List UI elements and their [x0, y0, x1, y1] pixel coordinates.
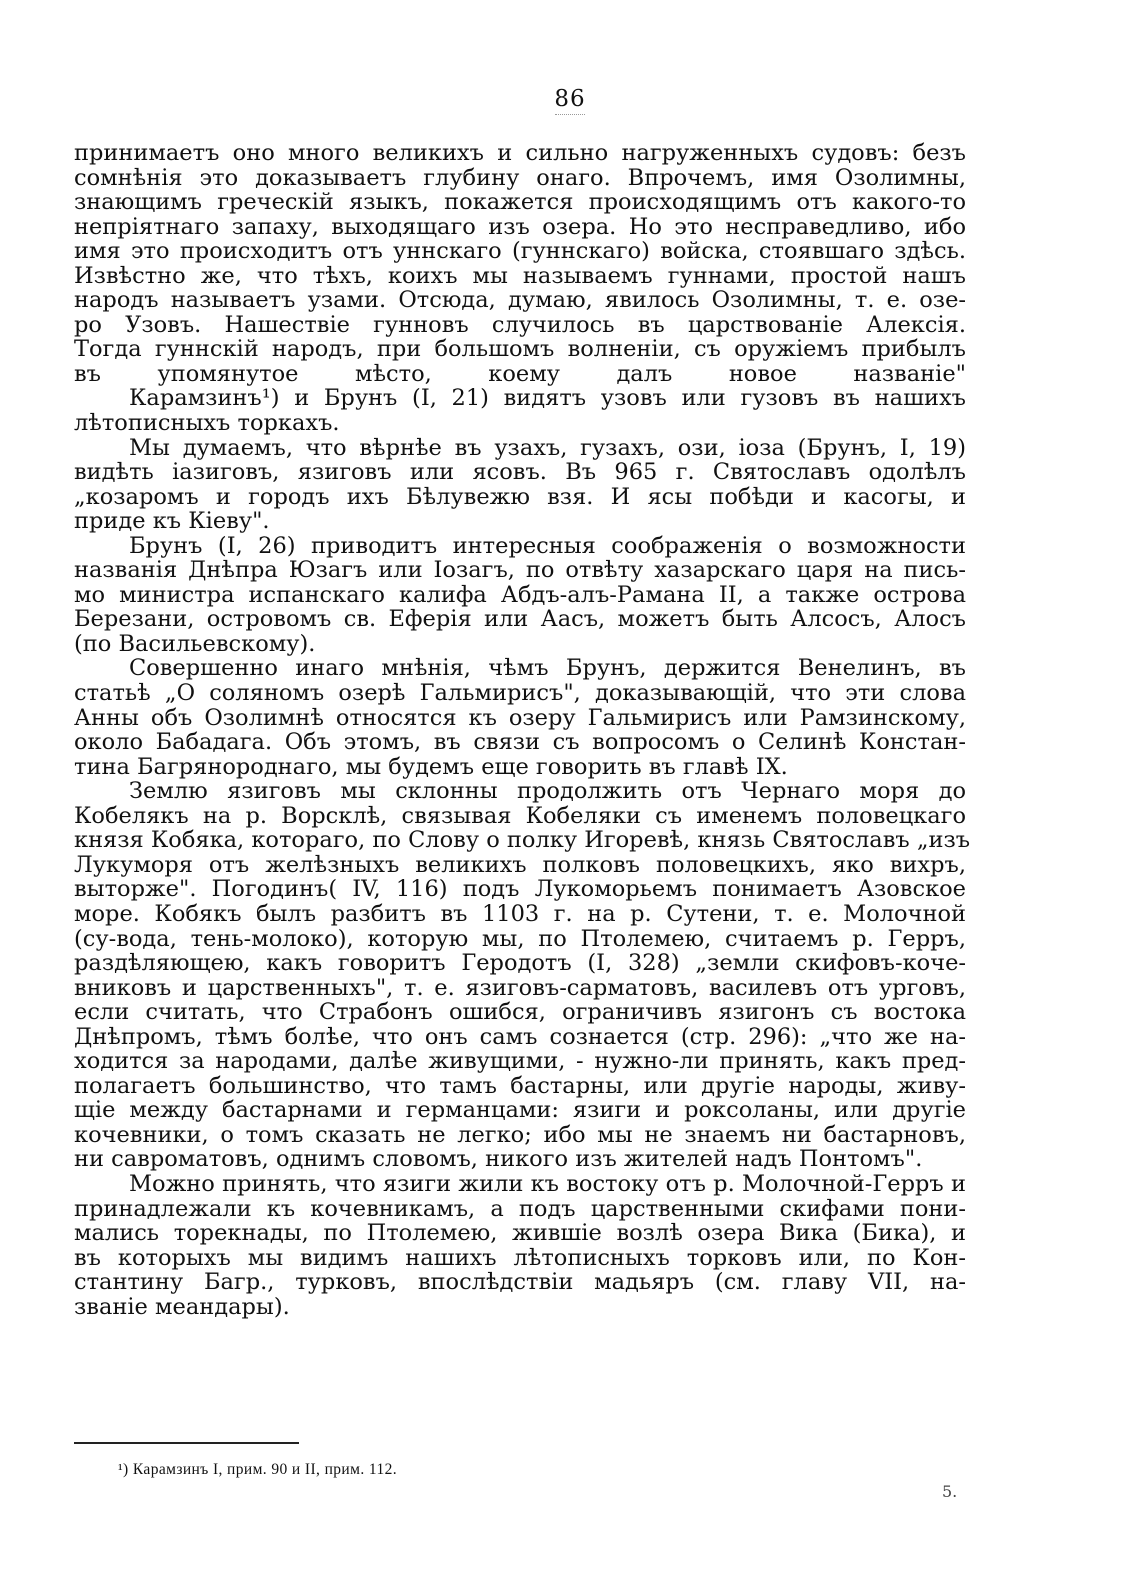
text-line: стантину Багр., турковъ, впослѣдствіи мадьяръ (см. главу VII, на- — [74, 1269, 966, 1296]
body-text — [74, 140, 971, 1320]
text-line: Карамзинъ¹) и Брунъ (I, 21) видятъ узовъ или гузовъ въ нашихъ — [129, 385, 966, 412]
text-line: ро Узовъ. Нашествіе гунновъ случилось въ царствованіе Алексія. — [74, 311, 966, 338]
text-line: „козаромъ и городъ ихъ Бѣлувежю взя. И ясы побѣди и касогы, и — [74, 483, 966, 510]
text-line: Извѣстно же, что тѣхъ, коихъ мы называемъ гуннами, простой нашъ — [74, 262, 966, 289]
text-line: тина Багрянороднаго, мы будемъ еще говорить въ главѣ IX. — [74, 753, 788, 780]
footnote-rule — [74, 1442, 299, 1444]
text-line: раздѣляющею, какъ говоритъ Геродотъ (I, 328) „земли скифовъ-коче- — [74, 950, 966, 977]
text-line: Тогда гуннскій народъ, при большомъ волненіи, съ оружіемъ прибылъ — [74, 336, 966, 363]
text-line: мались торекнады, по Птолемею, жившіе возлѣ озера Вика (Бика), и — [74, 1220, 966, 1247]
text-line: если считать, что Страбонъ ошибся, ограничивъ язигонъ съ востока — [74, 999, 966, 1026]
text-line: Брунъ (I, 26) приводитъ интересныя соображенія о возможности — [129, 532, 966, 559]
page-number: 86 — [0, 86, 1140, 115]
text-line: Мы думаемъ, что вѣрнѣе въ узахъ, гузахъ, ози, іоза (Брунъ, I, 19) — [129, 434, 966, 461]
text-line: щіе между бастарнами и германцами: язиги и роксоланы, или другіе — [74, 1097, 966, 1124]
text-line: Кобелякъ на р. Ворсклѣ, связывая Кобеляки съ именемъ половецкаго — [74, 802, 966, 829]
text-line: сомнѣнія это доказываетъ глубину онаго. Впрочемъ, имя Озолимны, — [74, 164, 966, 191]
text-line: ни савроматовъ, однимъ словомъ, никого изъ жителей надъ Понтомъ". — [74, 1146, 923, 1173]
text-line: имя это происходитъ отъ уннскаго (гуннскаго) войска, стоявшаго здѣсь. — [74, 238, 966, 265]
text-line: въ упомянутое мѣсто, коему далъ новое названіе" — [74, 360, 966, 387]
text-line: вниковъ и царственныхъ", т. е. язиговъ-сарматовъ, василевъ отъ урговъ, — [74, 974, 966, 1001]
text-line: мо министра испанскаго калифа Абдъ-алъ-Рамана II, а также острова — [74, 581, 966, 608]
text-line: статьѣ „О солянoмъ озерѣ Гальмирисъ", доказывающій, что эти слова — [74, 680, 966, 707]
text-line: Днѣпромъ, тѣмъ болѣе, что онъ самъ сознается (стр. 296): „что же на- — [74, 1023, 966, 1050]
text-line: море. Кобякъ былъ разбитъ въ 1103 г. на р. Сутени, т. е. Молочной — [74, 900, 966, 927]
text-line: около Бабадага. Объ этомъ, въ связи съ вопросомъ о Селинѣ Констан- — [74, 729, 966, 756]
text-line: принадлежали къ кочевникамъ, а подъ царственными скифами пони- — [74, 1195, 966, 1222]
text-line: выторже". Погодинъ( IV, 116) подъ Лукоморьемъ понимаетъ Азовское — [74, 876, 966, 903]
text-line: (су-вода, тень-молоко), которую мы, по Птолемею, считаемъ р. Герръ, — [74, 925, 966, 952]
text-line: князя Кобяка, котораго, по Слову о полку Игоревѣ, князь Святославъ „изъ — [74, 827, 971, 854]
text-line: полагаетъ большинство, что тамъ бастарны, или другіе народы, живу- — [74, 1072, 966, 1099]
text-line: видѣть іазиговъ, язиговъ или ясовъ. Въ 965 г. Святославъ одолѣлъ — [74, 459, 966, 486]
text-line: Лукуморя отъ желѣзныхъ великихъ полковъ половецкихъ, яко вихръ, — [74, 851, 966, 878]
text-line: названія Днѣпра Юзагъ или Іозагъ, по отвѣту хазарскаго царя на пись- — [74, 557, 966, 584]
text-line: народъ называетъ узами. Отсюда, думаю, явилось Озолимны, т. е. озе- — [74, 287, 966, 314]
signature-mark: 5. — [942, 1482, 958, 1501]
text-line: непріятнаго запаху, выходящаго изъ озера. Но это несправедливо, ибо — [74, 213, 966, 240]
text-line: въ которыхъ мы видимъ нашихъ лѣтописныхъ торковъ или, по Кон- — [74, 1244, 966, 1271]
text-line: приде къ Кіеву". — [74, 508, 270, 535]
text-line: званіе меандары). — [74, 1293, 290, 1320]
text-line: лѣтописныхъ торкахъ. — [74, 410, 340, 437]
text-line: (по Васильевскому). — [74, 630, 316, 657]
text-line: Совершенно инаго мнѣнія, чѣмъ Брунъ, держится Венелинъ, въ — [129, 655, 966, 682]
text-line: Землю язиговъ мы склонны продолжить отъ Чернаго моря до — [129, 778, 966, 805]
text-line: Можно принять, что язиги жили къ востоку отъ р. Молочной-Герръ и — [129, 1170, 966, 1197]
text-line: Березани, островомъ св. Еферія или Аасъ, можетъ быть Алсосъ, Алосъ — [74, 606, 966, 633]
text-line: знающимъ греческій языкъ, покажется происходящимъ отъ какого-то — [74, 189, 966, 216]
text-line: принимаетъ оно много великихъ и сильно нагруженныхъ судовъ: безъ — [74, 140, 966, 166]
text-line: ходится за народами, далѣе живущими, - нужно-ли принять, какъ пред- — [74, 1048, 966, 1075]
text-line: Анны объ Озолимнѣ относятся къ озеру Гальмирисъ или Рамзинскому, — [74, 704, 966, 731]
footnote: ¹) Карамзинъ I, прим. 90 и II, прим. 112. — [118, 1461, 398, 1478]
text-line: кочевники, о томъ сказать не легко; ибо мы не знаемъ ни бастарновъ, — [74, 1121, 966, 1148]
